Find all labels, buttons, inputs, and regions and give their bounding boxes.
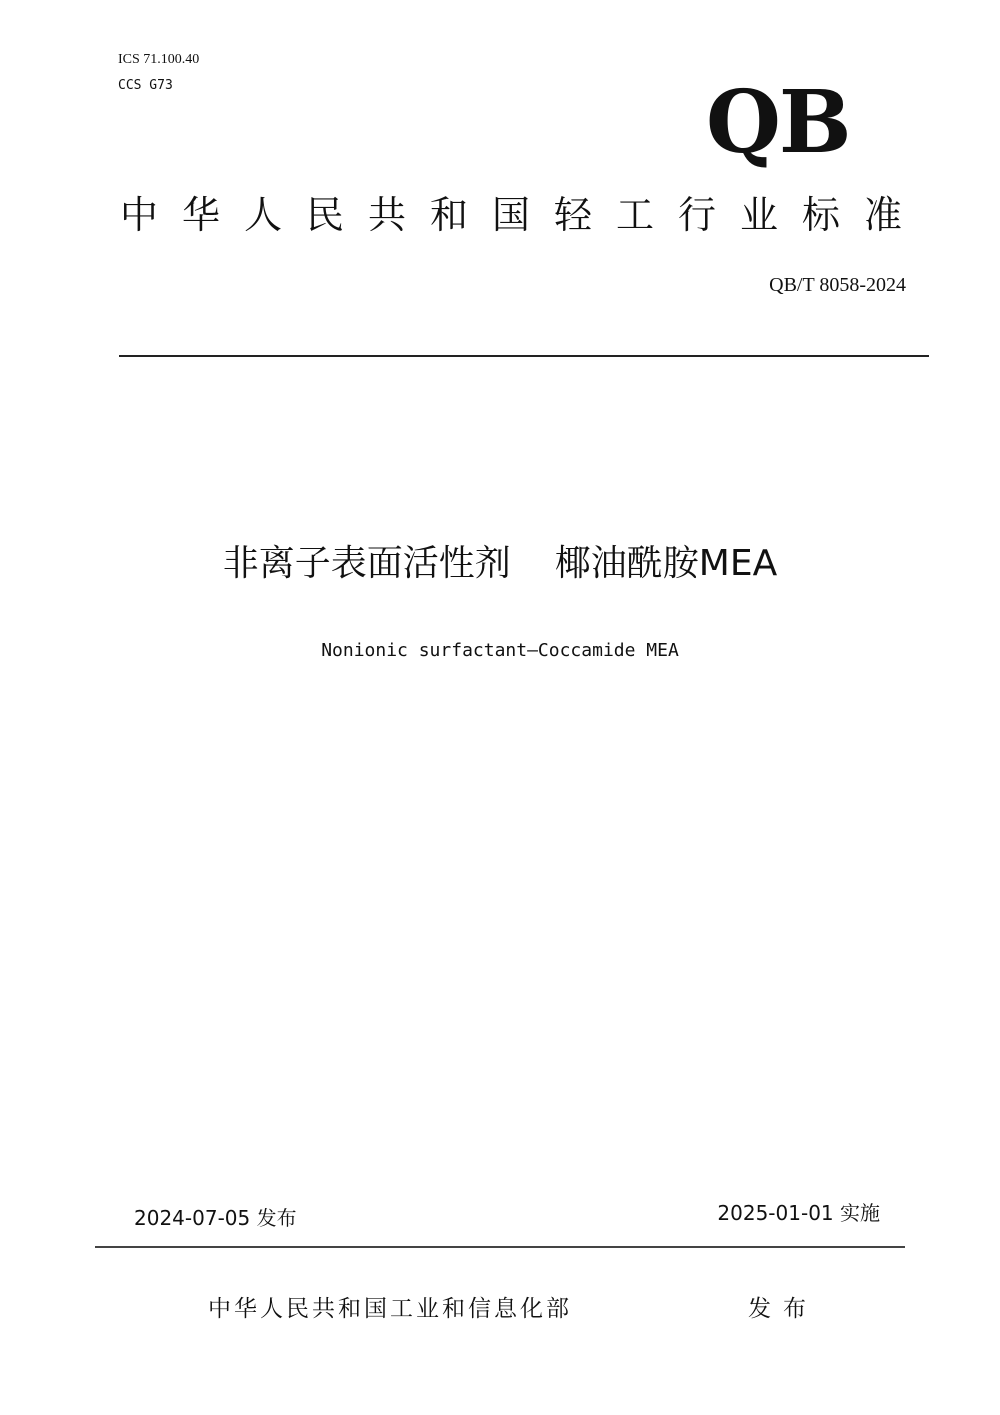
implementation-date: 2025-01-01 实施 xyxy=(717,1201,880,1225)
title-cn-part2: 椰油酰胺MEA xyxy=(554,543,778,584)
ccs-number: CCS G73 xyxy=(118,78,173,93)
standard-code: QB/T 8058-2024 xyxy=(769,274,906,296)
issue-date: 2024-07-05 发布 xyxy=(134,1206,297,1230)
ics-number: ICS 71.100.40 xyxy=(118,52,200,67)
top-divider xyxy=(119,355,929,357)
standard-category-title: 中华人民共和国轻工行业标准 xyxy=(120,193,927,237)
title-cn-part1: 非离子表面活性剂 xyxy=(222,543,511,584)
document-title-cn xyxy=(0,543,1000,584)
qb-logo: QB xyxy=(706,72,850,173)
issue-action: 发布 xyxy=(748,1296,818,1322)
issuing-authority: 中华人民共和国工业和信息化部 xyxy=(208,1296,572,1322)
bottom-divider xyxy=(95,1246,905,1248)
document-title-en: Nonionic surfactant—Coccamide MEA xyxy=(321,640,679,661)
